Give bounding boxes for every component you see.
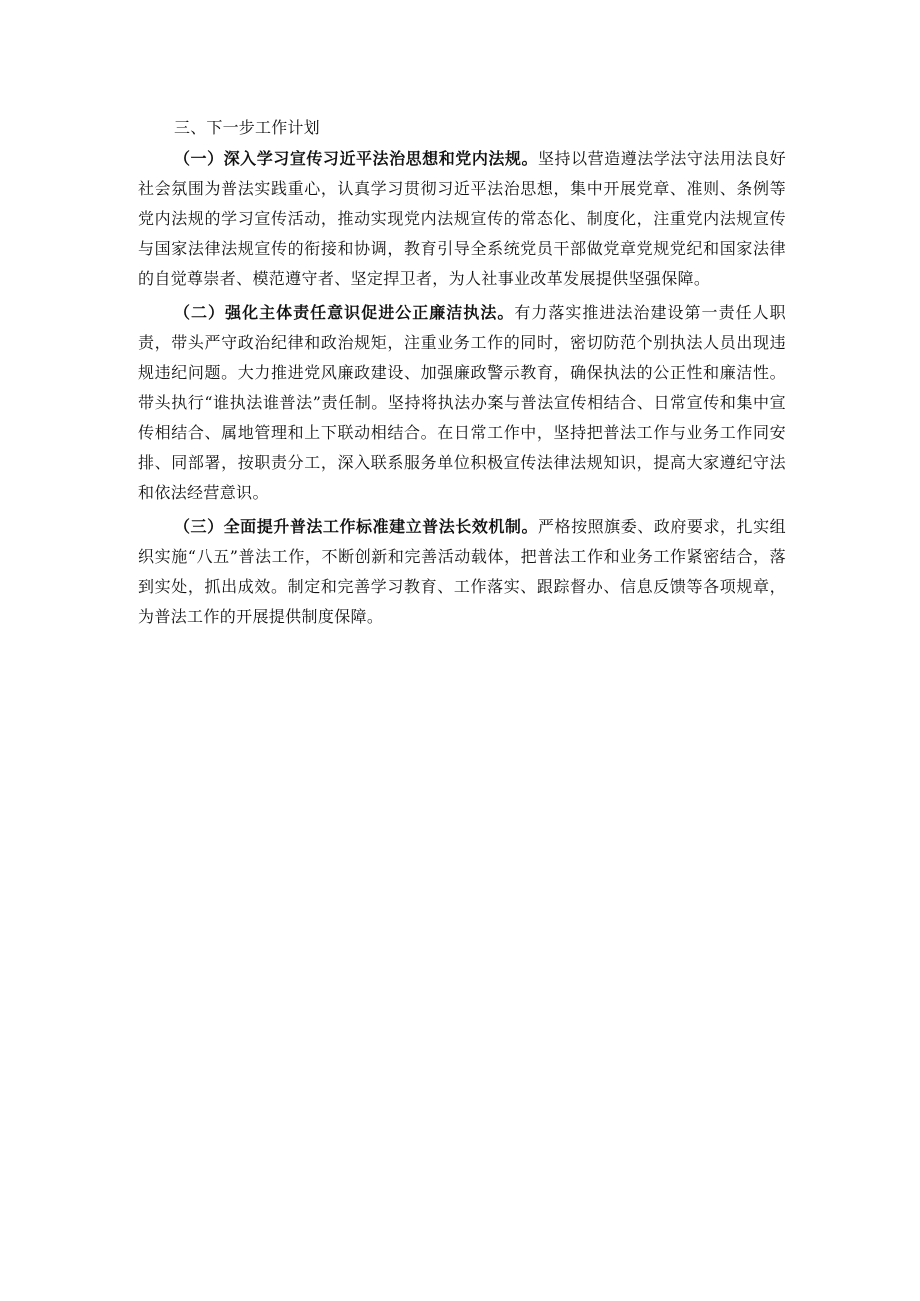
- paragraph-3-body: 严格按照旗委、政府要求，扎实组织实施“八五”普法工作，不断创新和完善活动载体，把普法工作和业务工作紧密结合，落到实处，抓出成效。制定和完善学习教育、工作落实、跟踪督办、信息反馈等各项规章，为普法工作的开展提供制度保障。: [138, 517, 786, 626]
- paragraph-1-body: 坚持以营造遵法学法守法用法良好社会氛围为普法实践重心，认真学习贯彻习近平法治思想，集中开展党章、准则、条例等党内法规的学习宣传活动，推动实现党内法规宣传的常态化、制度化，注重党内法规宣传与国家法律法规宣传的衔接和协调，教育引导全系统党员干部做党章党规党纪和国家法律的自觉尊崇者、模范遵守者、坚定捍卫者，为人社事业改革发展提供坚强保障。: [138, 149, 786, 288]
- section-heading: 三、下一步工作计划: [174, 118, 320, 137]
- paragraph-1: [138, 144, 786, 294]
- paragraph-3-lead: （三）全面提升普法工作标准建立普法长效机制。: [174, 517, 538, 536]
- paragraph-1-lead: （一）深入学习宣传习近平法治思想和党内法规。: [174, 149, 538, 168]
- paragraph-2-lead: （二）强化主体责任意识促进公正廉洁执法。: [174, 303, 515, 322]
- paragraph-3: [138, 512, 786, 632]
- document-page: [138, 112, 786, 632]
- paragraph-2-body: 有力落实推进法治建设第一责任人职责，带头严守政治纪律和政治规矩，注重业务工作的同时，密切防范个别执法人员出现违规违纪问题。大力推进党风廉政建设、加强廉政警示教育，确保执法的公正性和廉洁性。带头执行“谁执法谁普法”责任制。坚持将执法办案与普法宣传相结合、日常宣传和集中宣传相结合、属地管理和上下联动相结合。在日常工作中，坚持把普法工作与业务工作同安排、同部署，按职责分工，深入联系服务单位积极宣传法律法规知识，提高大家遵纪守法和依法经营意识。: [138, 303, 786, 502]
- paragraph-2: [138, 298, 786, 508]
